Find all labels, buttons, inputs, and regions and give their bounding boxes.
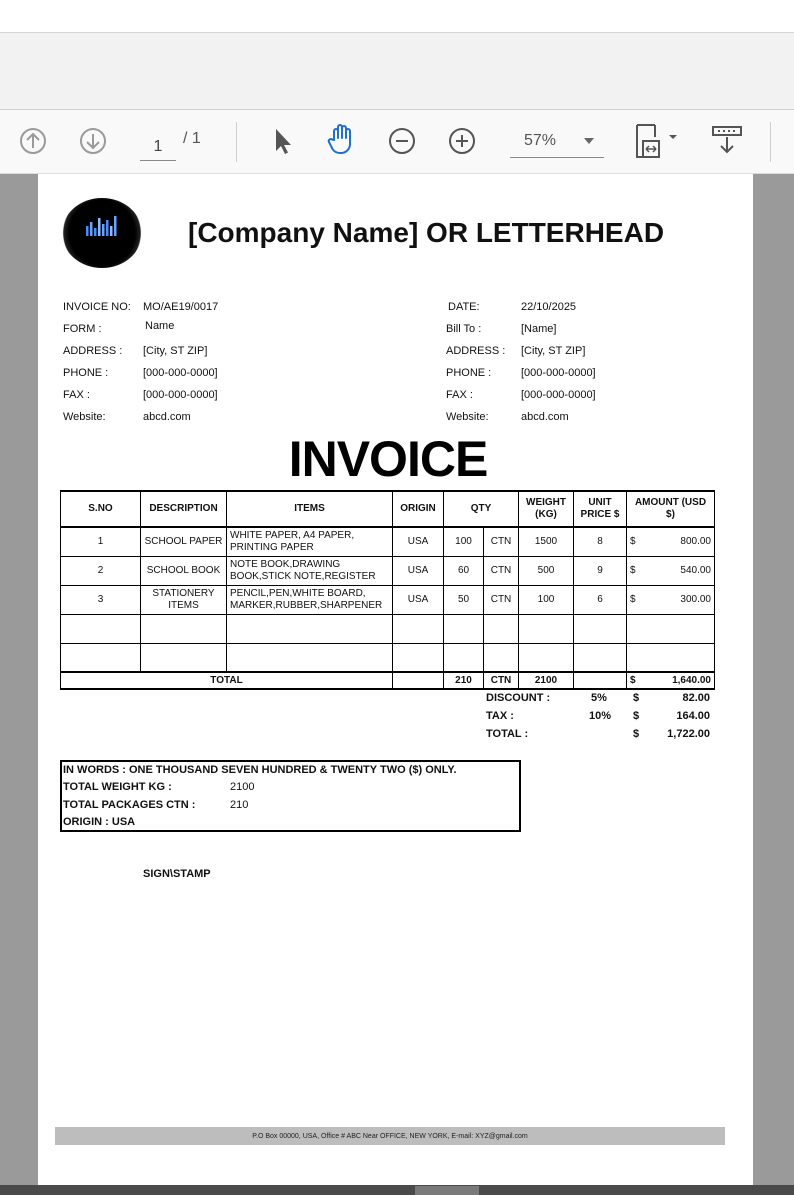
- company-logo: [62, 198, 142, 268]
- amount-value: 800.00: [680, 535, 711, 547]
- items-table-wrap: [60, 490, 715, 690]
- currency-symbol: $: [633, 728, 640, 740]
- info-label: ADDRESS :: [63, 345, 123, 357]
- viewport-gutter-right: [753, 174, 794, 1185]
- plus-circle-icon: [447, 126, 477, 156]
- zoom-select[interactable]: [510, 124, 604, 158]
- table-row: [61, 527, 715, 556]
- horizontal-scrollbar[interactable]: [0, 1185, 794, 1195]
- amount-value: 1,640.00: [672, 674, 711, 686]
- info-label: DATE:: [448, 301, 480, 313]
- cell-weight: 100: [519, 585, 574, 614]
- table-row: [61, 556, 715, 585]
- cell-qty: 60: [444, 556, 484, 585]
- info-value: [000-000-0000]: [143, 389, 218, 401]
- page-number-input[interactable]: [140, 134, 176, 161]
- cell-weight: 500: [519, 556, 574, 585]
- info-value: [Name]: [521, 323, 557, 335]
- currency-symbol: $: [630, 564, 636, 576]
- currency-symbol: $: [630, 593, 636, 605]
- cell-items: PENCIL,PEN,WHITE BOARD, MARKER,RUBBER,SHARPENER: [227, 585, 393, 614]
- total-packages-label: TOTAL PACKAGES CTN :: [63, 799, 196, 811]
- viewer-header-bar: [0, 32, 794, 110]
- table-total-row: [61, 672, 715, 689]
- info-label: FAX :: [63, 389, 90, 401]
- invoice-page: [38, 174, 753, 1185]
- info-value: abcd.com: [521, 411, 569, 423]
- discount-label: DISCOUNT :: [486, 692, 551, 704]
- table-row-empty: [61, 643, 715, 672]
- info-label: INVOICE NO:: [63, 301, 131, 313]
- column-header: ORIGIN: [393, 491, 444, 527]
- cell-qty: 100: [444, 527, 484, 556]
- cell-origin: USA: [393, 556, 444, 585]
- table-row-empty: [61, 614, 715, 643]
- info-label: ADDRESS :: [446, 345, 506, 357]
- bar-chart-logo-icon: [84, 214, 120, 238]
- column-header: AMOUNT (USD $): [627, 491, 715, 527]
- currency-symbol: $: [630, 674, 636, 686]
- amount-value: 300.00: [680, 593, 711, 605]
- total-qty: 210: [444, 672, 484, 689]
- cell-unit-price: 6: [574, 585, 627, 614]
- table-header-row: [61, 491, 715, 527]
- amount-value: 540.00: [680, 564, 711, 576]
- column-header: S.NO: [61, 491, 141, 527]
- cell-items: NOTE BOOK,DRAWING BOOK,STICK NOTE,REGISTER: [227, 556, 393, 585]
- cell-unit: CTN: [484, 585, 519, 614]
- info-label: PHONE :: [446, 367, 492, 379]
- info-label: PHONE :: [63, 367, 109, 379]
- scrollbar-thumb[interactable]: [415, 1186, 479, 1195]
- cell-amount: [627, 585, 715, 614]
- total-weight: 2100: [519, 672, 574, 689]
- origin-line: ORIGIN : USA: [63, 816, 136, 828]
- total-packages-value: 210: [230, 799, 249, 811]
- info-value: abcd.com: [143, 411, 191, 423]
- sign-stamp-label: SIGN\STAMP: [143, 868, 211, 880]
- discount-percent: 5%: [591, 692, 607, 704]
- page-fit-icon: [633, 123, 681, 159]
- cell-description: STATIONERY ITEMS: [141, 585, 227, 614]
- chevron-down-icon: [584, 138, 594, 144]
- footer-text: P.O Box 00000, USA, Office # ABC Near OFFICE, NEW YORK, E-mail: XYZ@gmail.com: [252, 1132, 528, 1140]
- cell-unit-price: 9: [574, 556, 627, 585]
- grand-total-amount: 1,722.00: [667, 728, 710, 740]
- cell-unit-price: 8: [574, 527, 627, 556]
- viewport-gutter-left: [0, 174, 38, 1185]
- download-icon: [710, 124, 744, 158]
- cell-origin: USA: [393, 527, 444, 556]
- info-value: 22/10/2025: [521, 301, 577, 313]
- info-label: Website:: [446, 411, 489, 423]
- info-value: [000-000-0000]: [521, 367, 596, 379]
- cell-origin: USA: [393, 585, 444, 614]
- arrow-up-circle-icon: [18, 126, 48, 156]
- column-header: UNIT PRICE $: [574, 491, 627, 527]
- cell-description: SCHOOL BOOK: [141, 556, 227, 585]
- cell-unit: CTN: [484, 556, 519, 585]
- currency-symbol: $: [630, 535, 636, 547]
- zoom-in-button[interactable]: [445, 124, 479, 158]
- cell-qty: 50: [444, 585, 484, 614]
- info-value: [000-000-0000]: [143, 367, 218, 379]
- company-title: [Company Name] OR LETTERHEAD: [188, 217, 665, 248]
- cell-sno: 2: [61, 556, 141, 585]
- download-button[interactable]: [708, 124, 746, 158]
- table-row: [61, 585, 715, 614]
- cell-description: SCHOOL PAPER: [141, 527, 227, 556]
- page-fit-button[interactable]: [632, 124, 682, 158]
- cell-amount: [627, 527, 715, 556]
- minus-circle-icon: [387, 126, 417, 156]
- info-value: MO/AE19/0017: [143, 301, 219, 313]
- info-label: FORM :: [63, 323, 102, 335]
- info-value: [City, ST ZIP]: [521, 345, 586, 357]
- total-weight-value: 2100: [230, 781, 255, 793]
- currency-symbol: $: [633, 710, 640, 722]
- column-header: WEIGHT (KG): [519, 491, 574, 527]
- hand-tool-button[interactable]: [322, 122, 362, 156]
- total-amount: [627, 672, 715, 689]
- column-header: QTY: [444, 491, 519, 527]
- toolbar-divider: [236, 122, 237, 162]
- cell-items: WHITE PAPER, A4 PAPER, PRINTING PAPER: [227, 527, 393, 556]
- cell-sno: 1: [61, 527, 141, 556]
- invoice-heading: INVOICE: [288, 431, 488, 487]
- window-top-strip: [0, 0, 794, 32]
- items-table: [60, 490, 715, 690]
- grand-total-label: TOTAL :: [486, 728, 529, 740]
- select-tool-button[interactable]: [266, 124, 300, 158]
- amount-in-words: IN WORDS : ONE THOUSAND SEVEN HUNDRED & TWENTY TWO ($) ONLY.: [63, 764, 457, 776]
- cell-amount: [627, 556, 715, 585]
- info-label: Website:: [63, 411, 106, 423]
- toolbar-divider: [770, 122, 771, 162]
- total-weight-label: TOTAL WEIGHT KG :: [63, 781, 172, 793]
- info-value: [000-000-0000]: [521, 389, 596, 401]
- tax-percent: 10%: [589, 710, 612, 722]
- info-label: FAX :: [446, 389, 473, 401]
- cell-weight: 1500: [519, 527, 574, 556]
- tax-amount: 164.00: [676, 710, 710, 722]
- total-label: TOTAL: [61, 672, 393, 689]
- column-header: ITEMS: [227, 491, 393, 527]
- cell-sno: 3: [61, 585, 141, 614]
- page-total-label: / 1: [183, 130, 201, 147]
- arrow-down-circle-icon: [78, 126, 108, 156]
- column-header: DESCRIPTION: [141, 491, 227, 527]
- discount-amount: 82.00: [682, 692, 710, 704]
- cursor-arrow-icon: [272, 127, 294, 155]
- tax-label: TAX :: [486, 710, 514, 722]
- previous-page-button[interactable]: [16, 124, 50, 158]
- zoom-out-button[interactable]: [385, 124, 419, 158]
- page-footer: [55, 1127, 725, 1145]
- hand-icon: [325, 121, 359, 157]
- currency-symbol: $: [633, 692, 640, 704]
- info-label: Bill To :: [446, 323, 482, 335]
- total-unit: CTN: [484, 672, 519, 689]
- info-value: [City, ST ZIP]: [143, 345, 208, 357]
- next-page-button[interactable]: [76, 124, 110, 158]
- info-value: Name: [145, 320, 175, 332]
- zoom-value: 57%: [524, 131, 557, 149]
- cell-unit: CTN: [484, 527, 519, 556]
